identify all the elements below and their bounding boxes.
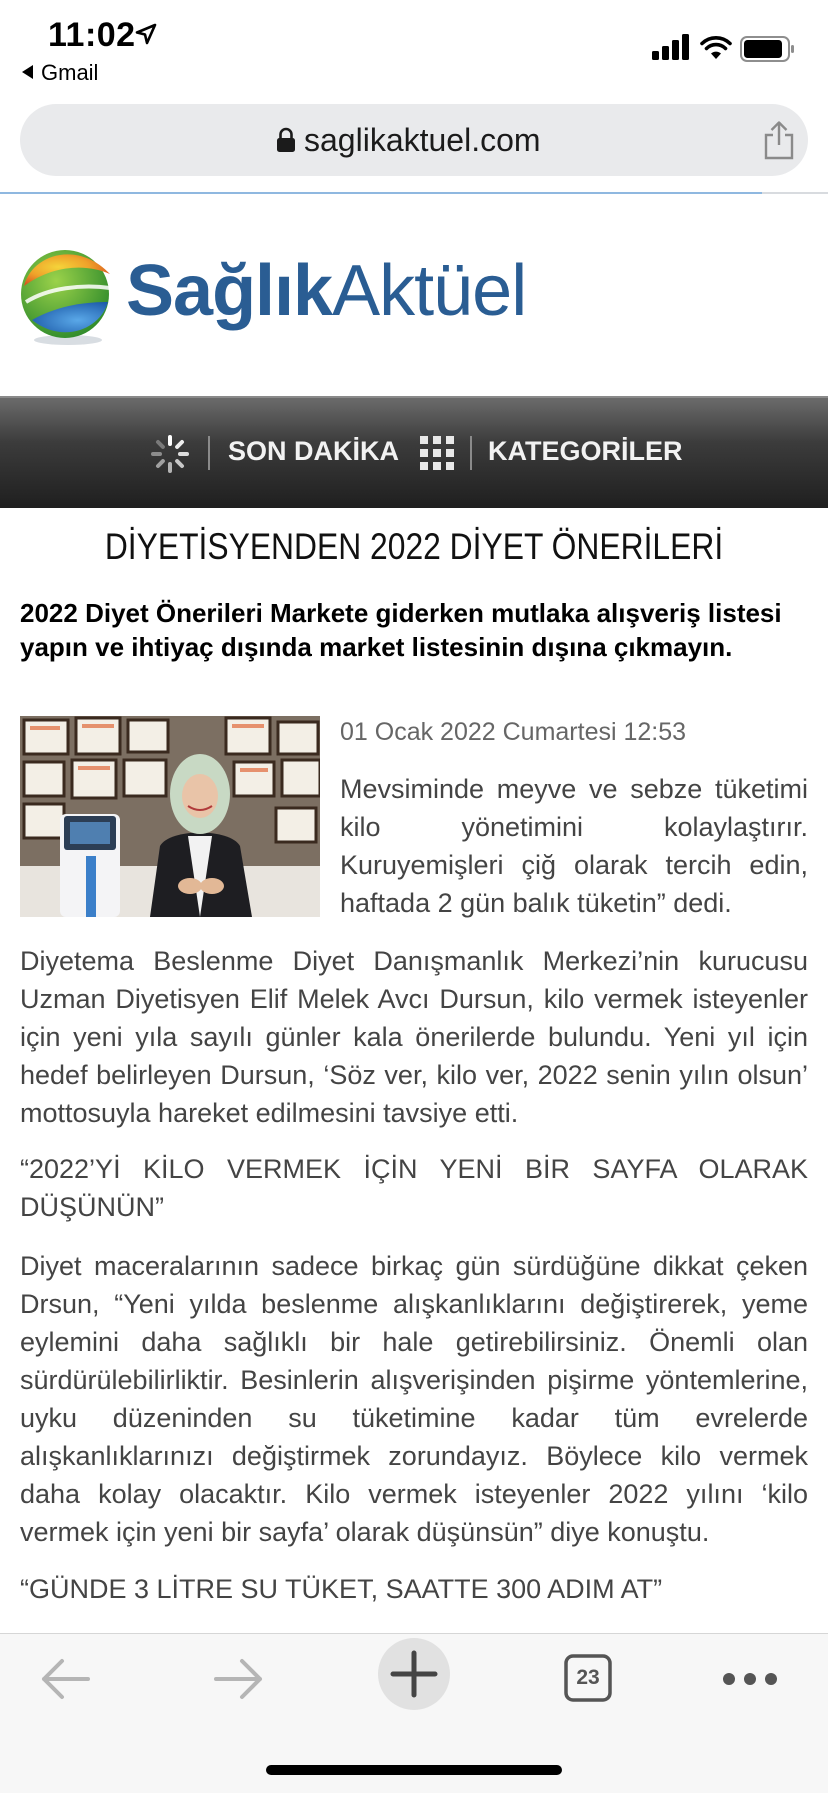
wifi-icon [700, 34, 732, 60]
back-app-label: Gmail [41, 60, 99, 85]
article-side-text: Mevsiminde meyve ve sebze tüketimi kilo yönetimini kolaylaştırır. Kuruyemişleri çiğ olarak tercih edin, haftada 2 gün balık tüketin” dedi. [340, 774, 808, 918]
article-subheading: “2022’Yİ KİLO VERMEK İÇİN YENİ BİR SAYFA OLARAK DÜŞÜNÜN” [20, 1154, 808, 1222]
status-bar [0, 0, 828, 96]
article-date: 01 Ocak 2022 Cumartesi 12:53 [340, 718, 687, 746]
tab-count: 23 [576, 1666, 600, 1689]
nav-separator [208, 436, 210, 470]
share-icon[interactable] [762, 120, 796, 160]
address-url: saglikaktuel.com [304, 122, 541, 158]
new-tab-plus-icon[interactable] [378, 1638, 450, 1710]
main-nav-bar [0, 396, 828, 508]
logo-bold-text: Sağlık [126, 251, 333, 331]
status-time: 11:02 [48, 16, 136, 54]
logo-light-text: Aktüel [332, 251, 527, 331]
more-options-icon[interactable] [722, 1672, 778, 1686]
forward-arrow-icon[interactable] [212, 1656, 266, 1702]
grid-menu-icon [420, 436, 454, 470]
article-subheading: “GÜNDE 3 LİTRE SU TÜKET, SAATTE 300 ADIM AT” [20, 1574, 663, 1604]
site-logo-text[interactable] [126, 250, 526, 332]
article-lead: 2022 Diyet Önerileri Markete giderken mutlaka alışveriş listesi yapın ve ihtiyaç dışında market listesinin dışına çıkmayın. [20, 598, 782, 662]
loading-spinner-icon [150, 434, 190, 474]
cellular-signal-icon [652, 34, 690, 60]
back-to-app-link[interactable] [22, 60, 98, 86]
lock-icon [276, 127, 296, 153]
battery-icon [740, 36, 796, 62]
article-photo[interactable] [20, 716, 320, 917]
page-load-progress [0, 192, 828, 194]
home-indicator[interactable] [266, 1765, 562, 1775]
tab-switcher-button[interactable] [564, 1654, 612, 1702]
address-bar[interactable] [20, 104, 808, 176]
nav-item-son-dakika[interactable]: SON DAKİKA [228, 436, 400, 466]
back-arrow-icon[interactable] [38, 1656, 92, 1702]
article-headline: DİYETİSYENDEN 2022 DİYET ÖNERİLERİ [104, 526, 724, 567]
article-paragraph: Diyetema Beslenme Diyet Danışmanlık Merkezi’nin kurucusu Uzman Diyetisyen Elif Melek Avcı Dursun, kilo vermek isteyenler için yeni yıla sayılı günler kala önerilerde bulundu. Yeni yıl için hedef belirleyen Dursun, ‘Söz ver, kilo ver, 2022 senin yılın olsun’ mottosuyla hareket edilmesini tavsiye etti. [20, 946, 808, 1128]
nav-item-kategoriler[interactable]: KATEGORİLER [488, 436, 683, 466]
nav-separator [470, 436, 472, 470]
location-arrow-icon [134, 22, 158, 46]
site-logo-globe-icon [18, 244, 118, 348]
article-paragraph: Diyet maceralarının sadece birkaç gün sürdüğüne dikkat çeken Drsun, “Yeni yılda beslenme alışkanlıklarını değiştirerek, yeme eylemini daha sağlıklı bir hale getirebilirsiniz. Önemli olan sürdürülebilirliktir. Besinlerin alışverişinden pişirme yöntemlerine, uyku düzeninden su tüketimine kadar tüm evrelerde alışkanlıklarınızı değiştirmek zorundayız. Böylece kilo vermek daha kolay olacaktır. Kilo vermek isteyenler 2022 yılını ‘kilo vermek için yeni bir sayfa’ olarak düşünsün” diye konuştu. [20, 1251, 808, 1547]
back-triangle-icon [22, 65, 33, 79]
dietitian-photo-illustration [20, 716, 320, 917]
